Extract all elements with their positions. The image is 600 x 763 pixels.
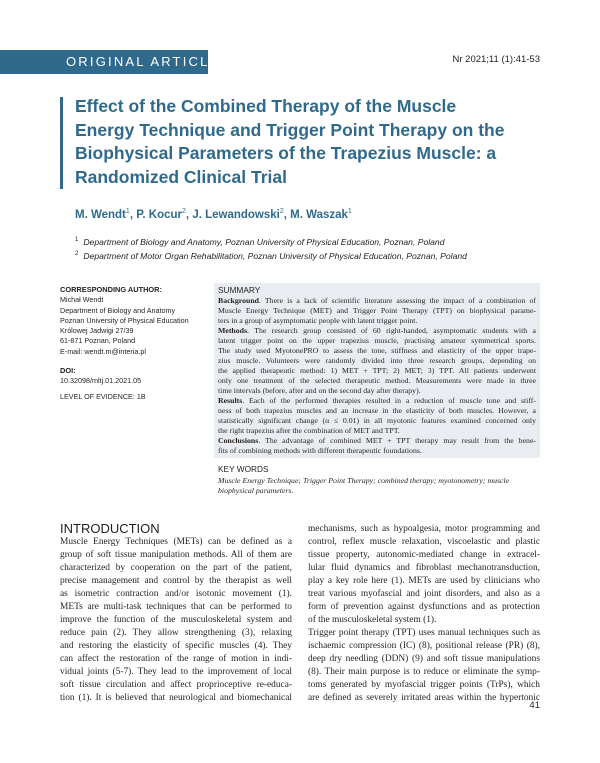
summary-line bbox=[218, 356, 536, 366]
affiliation-marker: 2 bbox=[75, 251, 79, 258]
body-text-line: treat various myofascial and joint disorders, and also as a bbox=[308, 589, 540, 599]
summary-line bbox=[218, 416, 536, 426]
summary-text: the right trapezius after the combination of MET and TPT. bbox=[218, 426, 400, 435]
body-text-line: mechanisms, such as hypoalgesia, motor programming and bbox=[308, 524, 540, 534]
author-name: P. Kocur bbox=[136, 208, 183, 221]
summary-line bbox=[218, 316, 536, 326]
corresponding-line: 61-871 Poznan, Poland bbox=[60, 336, 136, 346]
body-text-line: can affect the restoration of the range of motion in indi- bbox=[60, 654, 292, 664]
title-accent-bar bbox=[60, 97, 63, 189]
summary-text: only one treatment of the selected therapeutic method. Measurements were made in three bbox=[218, 376, 536, 385]
author-affiliation-marker: 1 bbox=[347, 208, 352, 215]
doi-heading: DOI: bbox=[60, 366, 76, 375]
summary-section-label: Conclusions bbox=[218, 436, 259, 445]
body-text-line: ischaemic compression (IC) (8), positional release (PR) (8), bbox=[308, 641, 540, 651]
journal-citation: Nr 2021;11 (1):41-53 bbox=[452, 54, 540, 65]
summary-text: statistically significant change (α ≤ 0.01) in all myotonic features examined concerned only bbox=[218, 416, 536, 425]
summary-text: ness of both trapezius muscles and an increase in the elasticity of both muscles. However, a bbox=[218, 406, 536, 415]
keywords-text: Muscle Energy Technique; Trigger Point Therapy; combined therapy; myotonometry; muscle biophysical parameters. bbox=[218, 476, 510, 495]
corresponding-line: Department of Biology and Anatomy bbox=[60, 305, 176, 315]
body-text-line: tion (1). It is believed that neurological and biomechanical bbox=[60, 693, 292, 703]
body-text-line: deep dry needling (DDN) (9) and soft tissue manipulations bbox=[308, 654, 540, 664]
body-text-line: as isometric contraction and/or isotonic movement (1). bbox=[60, 589, 292, 599]
article-title: Effect of the Combined Therapy of the Muscle Energy Technique and Trigger Point Therapy on the Biophysical Parameters of the Trapezius Muscle: a Randomized Clinical Trial bbox=[75, 96, 505, 187]
body-text-line: group of soft tissue manipulation methods. All of them are bbox=[60, 550, 292, 560]
body-text-line: METs are multi-task techniques that can be performed to bbox=[60, 602, 292, 612]
body-text-line: and restoring the elasticity of specific muscles (4). They bbox=[60, 641, 292, 651]
affiliation-1 bbox=[75, 237, 444, 247]
summary-line bbox=[218, 346, 536, 356]
summary-text: The study used MyotonePRO to assess the tone, stiffness and elasticity of the upper trape- bbox=[218, 346, 536, 355]
summary-line bbox=[218, 376, 536, 386]
corresponding-line: Królowej Jadwigi 27/39 bbox=[60, 326, 134, 336]
body-text-line: reduce pain (2). They allow strengthening (3), relaxing bbox=[60, 628, 292, 638]
author-separator: , bbox=[129, 208, 137, 221]
author-email: E-mail: wendt.m@interia.pl bbox=[60, 346, 146, 356]
author-name: M. Waszak bbox=[290, 208, 348, 221]
body-text-line: tissue property, autonomic-mediated change in extracel- bbox=[308, 550, 540, 560]
body-text-line: are defined as severely irritated areas within the hypertonic bbox=[308, 693, 540, 703]
author-list bbox=[75, 208, 352, 221]
page-number: 41 bbox=[529, 700, 540, 711]
body-text-line: of the musculoskeletal system (1). bbox=[308, 615, 437, 625]
author-name: J. Lewandowski bbox=[192, 208, 280, 221]
body-text-line: form of prevention against dysfunctions and as protection bbox=[308, 602, 540, 612]
body-text-line: vidual joints (5-7). They lead to the improvement of local bbox=[60, 667, 292, 677]
summary-text: . Each of the performed therapies resulted in a reduction of muscle tone and stiff- bbox=[242, 396, 536, 405]
author-affiliation-marker: 1 bbox=[125, 208, 130, 215]
level-of-evidence: LEVEL OF EVIDENCE: 1B bbox=[60, 392, 146, 401]
author-separator: , bbox=[283, 208, 291, 221]
introduction-heading: INTRODUCTION bbox=[60, 521, 160, 536]
body-text-line: soft tissue circulation and affect proprioceptive re-educa- bbox=[60, 680, 292, 690]
summary-text: ters in a group of asymptomatic people with latent trigger point. bbox=[218, 316, 418, 325]
summary-line bbox=[218, 406, 536, 416]
corresponding-author-heading: CORRESPONDING AUTHOR: bbox=[60, 285, 162, 294]
corresponding-author-block bbox=[60, 285, 210, 357]
body-text-line: precise management and control by the therapist as well bbox=[60, 576, 292, 586]
body-text-line: toms generated by myofascial trigger points (TrPs), which bbox=[308, 680, 540, 690]
body-text-line: lular fluid dynamics and fibroblast mechanotransduction, bbox=[308, 563, 540, 573]
summary-line bbox=[218, 446, 536, 456]
summary-text: time intervals (before, after and on the second day after therapy). bbox=[218, 386, 421, 395]
affiliation-text: Department of Biology and Anatomy, Poznan University of Physical Education, Poznan, Poland bbox=[83, 237, 445, 247]
section-label: ORIGINAL ARTICLE bbox=[66, 54, 221, 69]
corresponding-line: Poznan University of Physical Education bbox=[60, 315, 189, 325]
summary-text: . There is a lack of scientific literature assessing the impact of a combination of bbox=[259, 296, 536, 305]
summary-heading: SUMMARY bbox=[218, 285, 261, 295]
summary-text: the applied therapeutic method: 1) MET + TPT; 2) MET; 3) TPT. All patients underwent bbox=[218, 366, 536, 375]
body-text-line: characterized by cooperation on the part of the patient, bbox=[60, 563, 292, 573]
summary-line bbox=[218, 326, 536, 336]
body-text-line: improve the function of the musculoskeletal system and bbox=[60, 615, 292, 625]
corresponding-line: Michał Wendt bbox=[60, 295, 104, 305]
author-affiliation-marker: 2 bbox=[279, 208, 284, 215]
summary-line bbox=[218, 436, 536, 446]
summary-section-label: Background bbox=[218, 296, 260, 305]
summary-text: . The advantage of combined MET + TPT therapy may result from the bene- bbox=[258, 436, 536, 445]
summary-text: zius muscle. Volunteers were randomly divided into three research groups, depending on bbox=[218, 356, 536, 365]
summary-line bbox=[218, 336, 536, 346]
summary-text: latent trigger point on the upper trapezius muscle, practising amateur symmetrical sports. bbox=[218, 336, 536, 345]
author-separator: , bbox=[185, 208, 193, 221]
summary-line bbox=[218, 386, 536, 396]
summary-text: Muscle Energy Technique (MET) and Trigger Point Therapy (TPT) on biophysical parame- bbox=[218, 306, 536, 315]
body-text-line: Trigger point therapy (TPT) uses manual techniques such as bbox=[308, 628, 540, 638]
author-name: M. Wendt bbox=[75, 208, 126, 221]
summary-line bbox=[218, 396, 536, 406]
summary-text: . The research group consisted of 60 right-handed, asymptomatic students with a bbox=[247, 326, 536, 335]
author-affiliation-marker: 2 bbox=[182, 208, 186, 215]
summary-line bbox=[218, 366, 536, 376]
body-text-line: play a key role here (1). METs are used by clinicians who bbox=[308, 576, 540, 586]
body-text-line: (8). Their main purpose is to reduce or eliminate the symp- bbox=[308, 667, 540, 677]
affiliation-2 bbox=[75, 251, 467, 261]
doi-block bbox=[60, 366, 210, 387]
affiliation-text: Department of Motor Organ Rehabilitation, Poznan University of Physical Education, Poznan, Poland bbox=[83, 251, 467, 261]
summary-section-label: Methods bbox=[218, 326, 248, 335]
body-text-line: Muscle Energy Techniques (METs) can be defined as a bbox=[60, 537, 292, 547]
summary-line bbox=[218, 426, 536, 436]
summary-line bbox=[218, 306, 536, 316]
section-banner bbox=[0, 50, 221, 74]
summary-text: fits of combining methods with different therapeutic foundations. bbox=[218, 446, 422, 455]
affiliation-marker: 1 bbox=[75, 237, 79, 244]
summary-line bbox=[218, 296, 536, 306]
doi-value: 10.32098/mltj.01.2021.05 bbox=[60, 376, 142, 386]
body-text-line: control, reflex muscle relaxation, viscoelastic and plastic bbox=[308, 537, 540, 547]
keywords-heading: KEY WORDS bbox=[218, 464, 269, 474]
summary-section-label: Results bbox=[218, 396, 243, 405]
